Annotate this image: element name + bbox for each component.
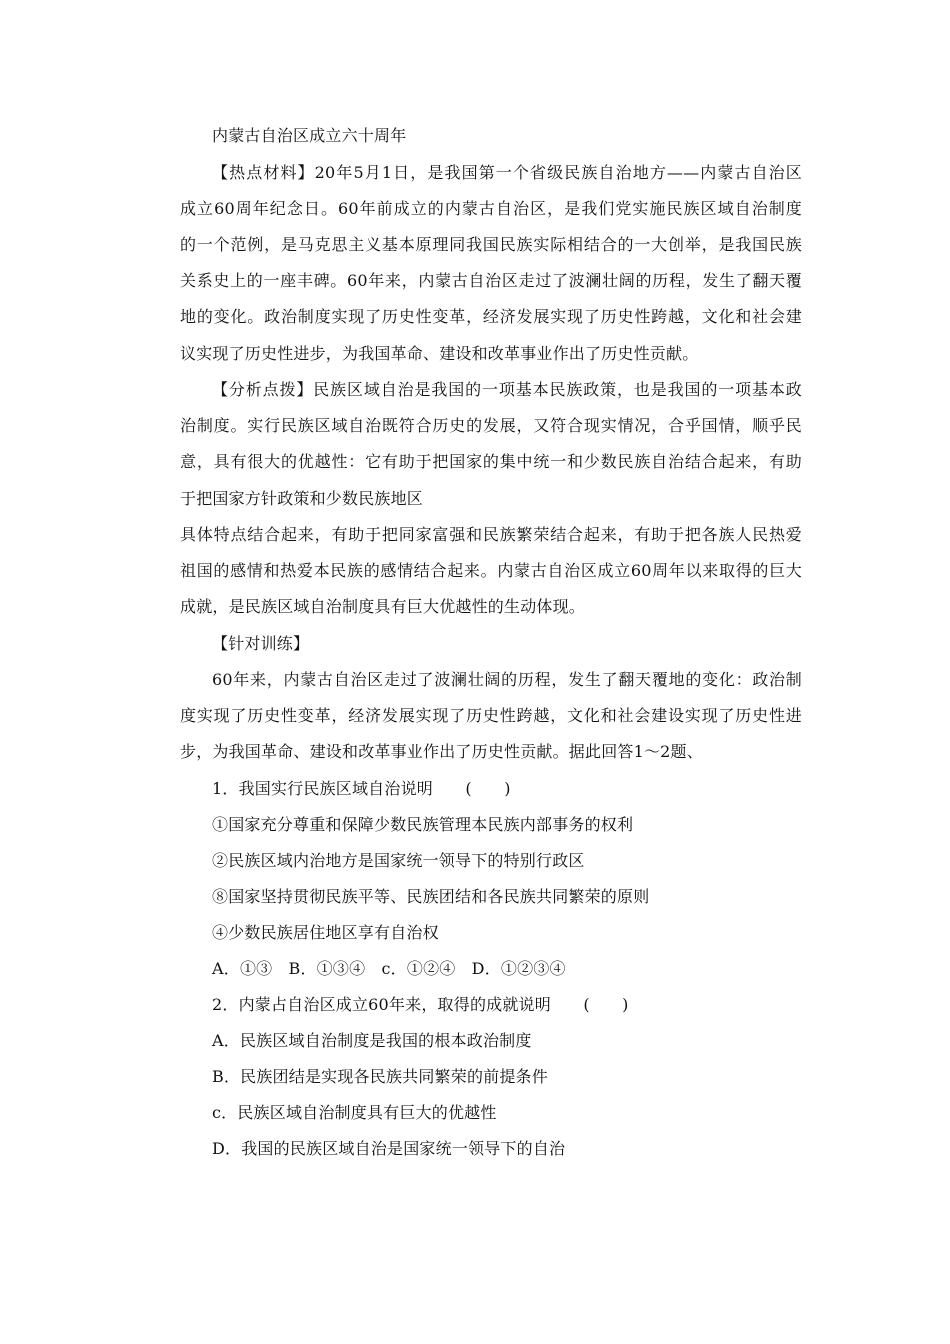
material-line: 地的变化。政治制度实现了历史性变革，经济发展实现了历史性跨越，文化和社会建 [180,307,802,326]
document-title: 内蒙古自治区成立六十周年 [212,126,407,145]
question-1-statement: ④少数民族居住地区享有自治权 [212,923,439,942]
material-line: 议实现了历史性进步，为我国革命、建设和改革事业作出了历史性贡献。 [180,344,699,363]
question-1-stem: 1．我国实行民族区域自治说明 ( ) [212,779,511,798]
analysis-line: 意，具有很大的优越性：它有助于把国家的集中统一和少数民族自治结合起来，有助 [180,452,802,471]
analysis-line: 祖国的感情和热爱本民族的感情结合起来。内蒙古自治区成立60周年以来取得的巨大 [180,561,802,580]
question-2-option: B．民族团结是实现各民族共同繁荣的前提条件 [212,1067,548,1086]
analysis-line: 治制度。实行民族区域自治既符合历史的发展，又符合现实情况，合乎国情，顺乎民 [180,416,802,435]
question-2-stem: 2．内蒙占自治区成立60年来，取得的成就说明 ( ) [212,995,629,1014]
training-intro-line: 60年来，内蒙古自治区走过了波澜壮阔的历程，发生了翻天覆地的变化：政治制 [212,670,802,689]
analysis-line: 于把国家方针政策和少数民族地区 [180,489,424,508]
material-line: 关系史上的一座丰碑。60年来，内蒙古自治区走过了波澜壮阔的历程，发生了翻天覆 [180,271,802,290]
training-intro-line: 度实现了历史性变革，经济发展实现了历史性跨越，文化和社会建设实现了历史性进 [180,706,802,725]
question-2-option: D．我国的民族区域自治是国家统一领导下的自治 [212,1139,566,1158]
question-1-statement: ⑧国家坚持贯彻民族平等、民族团结和各民族共同繁荣的原则 [212,887,650,906]
material-line: 成立60周年纪念日。60年前成立的内蒙古自治区，是我们党实施民族区域自治制度 [180,199,802,218]
material-line: 【热点材料】20年5月1日，是我国第一个省级民族自治地方——内蒙古自治区 [212,163,802,182]
analysis-line: 成就，是民族区域自治制度具有巨大优越性的生动体现。 [180,597,586,616]
question-2-option: A．民族区域自治制度是我国的根本政治制度 [212,1031,532,1050]
question-2-option: c．民族区域自治制度具有巨大的优越性 [212,1103,497,1122]
analysis-line: 具体特点结合起来，有助于把同家富强和民族繁荣结合起来，有助于把各族人民热爱 [180,525,802,544]
analysis-line: 【分析点拨】民族区域自治是我国的一项基本民族政策，也是我国的一项基本政 [212,380,802,399]
question-1-statement: ①国家充分尊重和保障少数民族管理本民族内部事务的权利 [212,815,634,834]
training-heading: 【针对训练】 [212,634,310,653]
training-intro-line: 步，为我国革命、建设和改革事业作出了历史性贡献。据此回答1～2题、 [180,742,703,761]
question-1-choices: A．①③ B．①③④ c．①②④ D．①②③④ [212,959,566,978]
material-line: 的一个范例，是马克思主义基本原理同我国民族实际相结合的一大创举，是我国民族 [180,235,802,254]
question-1-statement: ②民族区域内治地方是国家统一领导下的特别行政区 [212,851,585,870]
